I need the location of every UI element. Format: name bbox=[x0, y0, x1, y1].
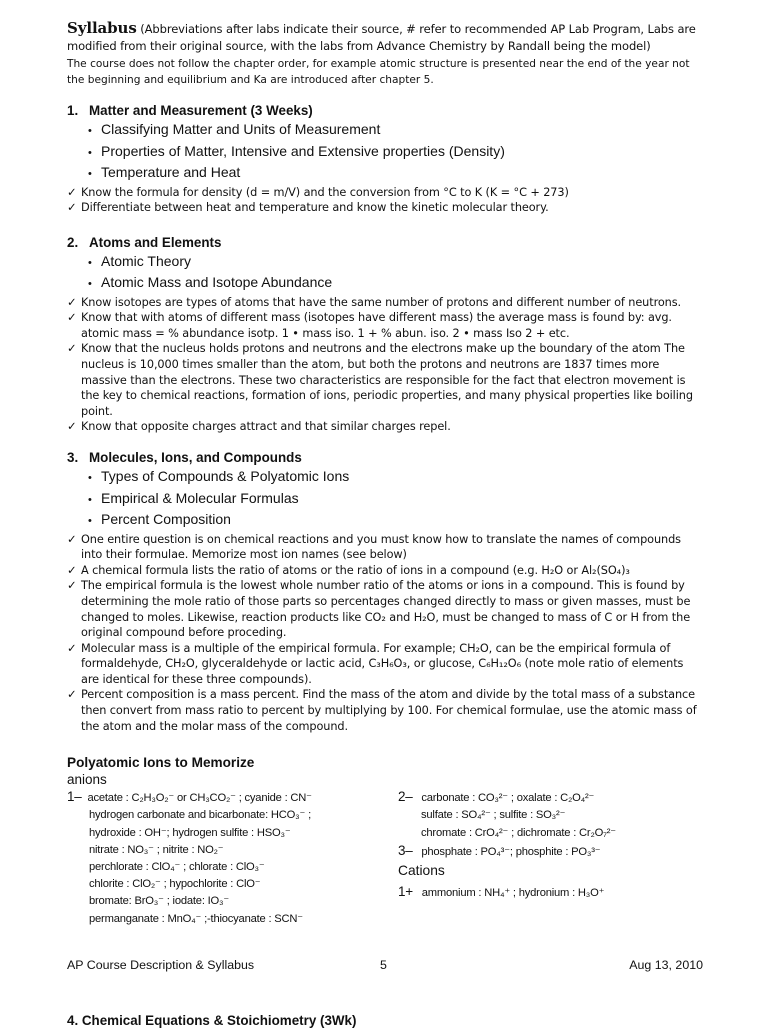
checkmark-icon: ✓ bbox=[67, 562, 77, 577]
checkmark-icon: ✓ bbox=[67, 294, 77, 309]
section-title: 3. Molecules, Ions, and Compounds bbox=[67, 450, 302, 466]
ion-line: chromate : CrO₄²⁻ ; dichromate : Cr₂O₇²⁻ bbox=[421, 826, 616, 839]
ion-line: nitrate : NO₃⁻ ; nitrite : NO₂⁻ bbox=[89, 843, 224, 856]
check-item: ✓ Percent composition is a mass percent. Find the mass of the atom and divide by the total mass of a substance then convert from mass ratio to percent by multiplying by 100. For chemical formulae, use the atomic mass of the atom and the molar mass of the compound. bbox=[67, 687, 697, 733]
check-item: ✓ A chemical formula lists the ratio of atoms or the ratio of ions in a compound (e.g. H₂O or Al₂(SO₄)₃ bbox=[67, 562, 630, 577]
checkmark-icon: ✓ bbox=[67, 200, 77, 215]
section-title: 1. Matter and Measurement (3 Weeks) bbox=[67, 103, 313, 118]
ion-line: chlorite : ClO₂⁻ ; hypochlorite : ClO⁻ bbox=[89, 878, 261, 891]
title-note: (Abbreviations after labs indicate their source, # refer to recommended AP Lab Program, Labs are modified from their original source, with the labs from Advance Chemistry by Randall being the model) bbox=[67, 22, 696, 53]
checkmark-icon: ✓ bbox=[67, 310, 77, 325]
syllabus-header bbox=[67, 20, 703, 55]
cations-label: Cations bbox=[398, 863, 445, 879]
checkmark-icon: ✓ bbox=[67, 184, 77, 199]
polyatomic-ions-section bbox=[67, 754, 703, 928]
topic-item: • Properties of Matter, Intensive and Extensive properties (Density) bbox=[88, 142, 505, 159]
check-item: ✓ Know isotopes are types of atoms that have the same number of protons and different number of neutrons. bbox=[67, 294, 682, 309]
topic-item: • Temperature and Heat bbox=[88, 164, 241, 180]
intro-paragraph: The course does not follow the chapter order, for example atomic structure is presented near the end of the year not the beginning and equilibrium and Ka are introduced after chapter 5. bbox=[67, 58, 690, 86]
ion-line: 1+ ammonium : NH₄⁺ ; hydronium : H₃O⁺ bbox=[398, 884, 605, 900]
check-item: ✓ The empirical formula is the lowest whole number ratio of the atoms or ions in a compound. This is found by determining the mole ratio of those parts so percentages changed directly to mass or given masses, must be changed to moles. Likewise, reaction products like CO₂ and H₂O, must be changed to mass of C or H from the original compound before proceding. bbox=[67, 578, 691, 640]
polyatomic-title: Polyatomic Ions to Memorize bbox=[67, 755, 255, 771]
ion-line: perchlorate : ClO₄⁻ ; chlorate : ClO₃⁻ bbox=[89, 861, 265, 874]
section-title: 2. Atoms and Elements bbox=[67, 234, 222, 250]
checkmark-icon: ✓ bbox=[67, 531, 77, 546]
checkmark-icon: ✓ bbox=[67, 687, 77, 702]
topic-list bbox=[67, 120, 703, 185]
ion-line: hydrogen carbonate and bicarbonate: HCO₃⁻ ; bbox=[89, 809, 312, 822]
checkmark-icon: ✓ bbox=[67, 341, 77, 356]
page-title: Syllabus bbox=[67, 19, 137, 37]
anions-label: anions bbox=[67, 772, 107, 788]
ion-line: 2– carbonate : CO₃²⁻ ; oxalate : C₂O₄²⁻ bbox=[398, 789, 595, 805]
section-matter bbox=[67, 102, 703, 216]
check-item: ✓ Know that opposite charges attract and that similar charges repel. bbox=[67, 419, 451, 434]
topic-list bbox=[67, 252, 703, 295]
footer-date: Aug 13, 2010 bbox=[629, 958, 703, 972]
topic-item: • Atomic Theory bbox=[88, 252, 191, 269]
check-item: ✓ Know that the nucleus holds protons and neutrons and the electrons make up the boundary of the atom The nucleus is 10,000 times smaller than the atom, but both the protons and neutrons are 1837 times more massive than the electrons. These two characteristics are responsible for the fact that electron movement is the key to chemical reactions, formation of ions, periodic properties, and many physical properties like boiling point. bbox=[67, 341, 693, 418]
anions-monovalent-column bbox=[67, 788, 387, 928]
ion-line: 1– acetate : C₂H₃O₂⁻ or CH₃CO₂⁻ ; cyanide : CN⁻ bbox=[67, 789, 312, 805]
topic-item: • Percent Composition bbox=[88, 511, 231, 528]
topic-item: • Empirical & Molecular Formulas bbox=[88, 489, 299, 506]
ion-line: bromate: BrO₃⁻ ; iodate: IO₃⁻ bbox=[89, 895, 230, 908]
ion-columns bbox=[67, 788, 703, 928]
checkmark-icon: ✓ bbox=[67, 578, 77, 593]
check-item: ✓ Differentiate between heat and temperature and know the kinetic molecular theory. bbox=[67, 200, 549, 215]
ion-line: hydroxide : OH⁻; hydrogen sulfite : HSO₃⁻ bbox=[89, 826, 291, 839]
ion-line: 3– phosphate : PO₄³⁻; phosphite : PO₃³⁻ bbox=[398, 842, 601, 858]
check-item: ✓ Molecular mass is a multiple of the empirical formula. For example; CH₂O, can be the empirical formula of formaldehyde, CH₂O, glyceraldehyde or lactic acid, C₃H₆O₃, or glucose, C₆H₁₂O₆ (note mole ratio of elements are identical for these three compounds). bbox=[67, 640, 684, 686]
section-atoms bbox=[67, 234, 703, 435]
ion-line: permanganate : MnO₄⁻ ;-thiocyanate : SCN⁻ bbox=[89, 912, 304, 925]
ion-line: sulfate : SO₄²⁻ ; sulfite : SO₃²⁻ bbox=[421, 809, 566, 822]
topic-item: • Types of Compounds & Polyatomic Ions bbox=[88, 468, 350, 485]
next-section-heading-cutoff: 4. Chemical Equations & Stoichiometry (3Wk) bbox=[67, 1013, 357, 1028]
anions-multivalent-column bbox=[398, 788, 698, 902]
footer-page-number: 5 bbox=[380, 958, 387, 972]
topic-item: • Atomic Mass and Isotope Abundance bbox=[88, 274, 333, 291]
section-molecules bbox=[67, 449, 703, 734]
checkmark-icon: ✓ bbox=[67, 419, 77, 434]
check-item: ✓ Know the formula for density (d = m/V) and the conversion from °C to K (K = °C + 273) bbox=[67, 184, 569, 199]
check-item: ✓ Know that with atoms of different mass (isotopes have different mass) the average mass is found by: avg. atomic mass = % abundance isotp. 1 • mass iso. 1 + % abun. iso. 2 • mass Iso 2 + etc. bbox=[67, 310, 672, 340]
topic-list bbox=[67, 467, 703, 532]
syllabus-page bbox=[67, 20, 703, 928]
footer-doc-title: AP Course Description & Syllabus bbox=[67, 958, 255, 972]
checkmark-icon: ✓ bbox=[67, 640, 77, 655]
check-item: ✓ One entire question is on chemical reactions and you must know how to translate the names of compounds into their formulae. Memorize most ion names (see below) bbox=[67, 531, 681, 562]
topic-item: • Classifying Matter and Units of Measurement bbox=[88, 121, 381, 137]
